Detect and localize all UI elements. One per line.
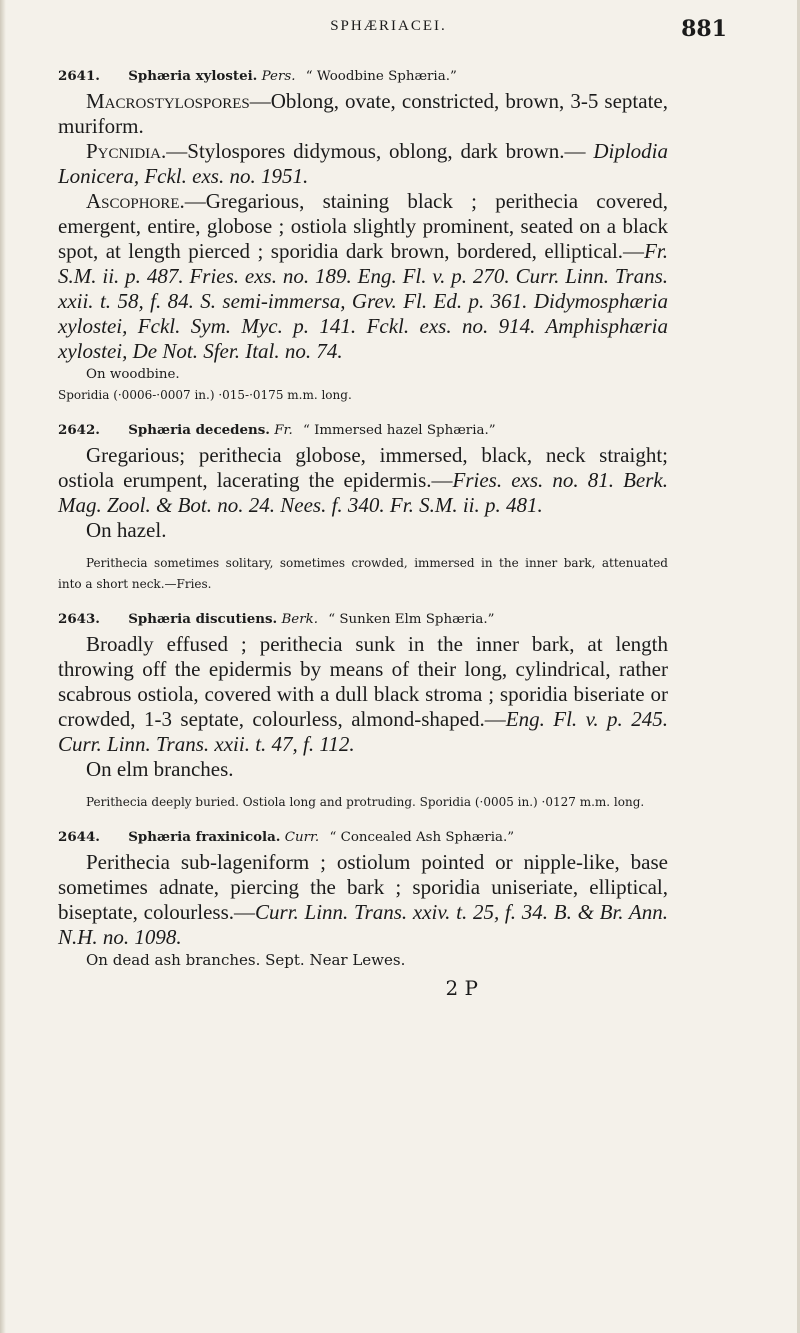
species-author: Curr.: [284, 830, 320, 845]
page-content: [58, 62, 668, 1000]
entry-2644: [58, 827, 668, 971]
species-author: Pers.: [261, 69, 296, 84]
habitat: On woodbine.: [86, 367, 180, 382]
habitat: On elm branches.: [86, 757, 234, 781]
entry-number: 2644.: [58, 829, 100, 845]
species-name: Sphæria fraxinicola.: [128, 829, 281, 845]
description: Ascophore.—Gregarious, staining black ; perithecia covered, emergent, entire, globose ; ostiola slightly prominent, seated on a black spot, at length pierced ; sporidia dark brown, bordered, elliptical.—Fr. S.M. ii. p. 487. Fries. exs. no. 189. Eng. Fl. v. p. 270. Curr. Linn. Trans. xxii. t. 58, f. 84. S. semi-immersa, Grev. Fl. Ed. p. 361. Didymosphæria xylostei, Fckl. Sym. Myc. p. 141. Fckl. exs. no. 914. Amphisphæria xylostei, De Not. Sfer. Ital. no. 74.: [58, 189, 668, 363]
species-name: Sphæria discutiens.: [128, 611, 278, 627]
entry-number: 2641.: [58, 68, 100, 84]
entry-2642: [58, 420, 668, 595]
species-author: Fr.: [274, 423, 293, 438]
description: Macrostylospores—Oblong, ovate, constricted, brown, 3-5 septate, muriform.: [58, 89, 668, 138]
species-name: Sphæria xylostei.: [128, 68, 258, 84]
description: Pycnidia.—Stylospores didymous, oblong, dark brown.— Diplodia Lonicera, Fckl. exs. no. 1951.: [58, 139, 669, 188]
entry-number: 2642.: [58, 422, 100, 438]
running-head: SPHÆRIACEI.: [330, 18, 447, 34]
common-name: “ Immersed hazel Sphæria.”: [302, 423, 496, 438]
measurement-note: Sporidia (·0006-·0007 in.) ·015-·0175 m.m. long.: [58, 388, 352, 402]
page-header: [60, 16, 727, 42]
species-author: Berk.: [281, 612, 318, 627]
description: Perithecia sub-lageniform ; ostiolum pointed or nipple-like, base sometimes adnate, piercing the bark ; sporidia uniseriate, elliptical, biseptate, colourless.—Curr. Linn. Trans. xxiv. t. 25, f. 34. B. & Br. Ann. N.H. no. 1098.: [58, 850, 668, 949]
printer-signature: 2 P: [445, 976, 478, 1000]
habitat: On dead ash branches. Sept. Near Lewes.: [86, 951, 406, 969]
measurement-note: Perithecia sometimes solitary, sometimes crowded, immersed in the inner bark, attenuated into a short neck.—Fries.: [58, 556, 668, 591]
common-name: “ Sunken Elm Sphæria.”: [328, 612, 495, 627]
common-name: “ Concealed Ash Sphæria.”: [329, 830, 515, 845]
species-name: Sphæria decedens.: [128, 422, 270, 438]
page-number: 881: [681, 16, 727, 42]
description: Broadly effused ; perithecia sunk in the inner bark, at length throwing off the epidermis by means of their long, cylindrical, rather scabrous ostiola, covered with a dull black stroma ; sporidia biseriate or crowded, 1-3 septate, colourless, almond-shaped.—Eng. Fl. v. p. 245. Curr. Linn. Trans. xxii. t. 47, f. 112.: [58, 632, 668, 756]
entry-2641: [58, 66, 668, 406]
entry-2643: [58, 609, 668, 813]
habitat: On hazel.: [86, 518, 167, 542]
page-gutter: [0, 0, 6, 1333]
entry-number: 2643.: [58, 611, 100, 627]
measurement-note: Perithecia deeply buried. Ostiola long and protruding. Sporidia (·0005 in.) ·0127 m.m. long.: [86, 795, 645, 809]
description: Gregarious; perithecia globose, immersed, black, neck straight; ostiola erumpent, lacerating the epidermis.—Fries. exs. no. 81. Berk. Mag. Zool. & Bot. no. 24. Nees. f. 340. Fr. S.M. ii. p. 481.: [58, 443, 668, 517]
common-name: “ Woodbine Sphæria.”: [305, 69, 457, 84]
